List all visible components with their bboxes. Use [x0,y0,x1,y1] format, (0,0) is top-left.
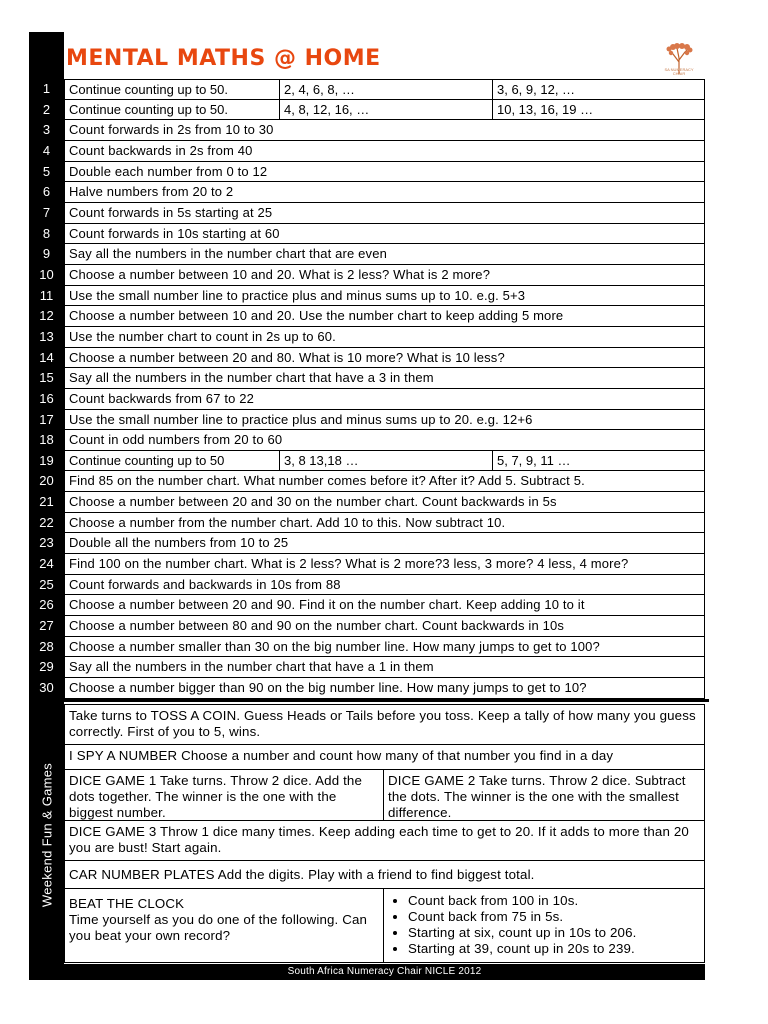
task-row [29,451,705,472]
task-row [29,306,705,327]
task-number: 11 [39,287,54,303]
task-number: 19 [39,452,54,468]
task-row [29,471,705,492]
task-text: Double each number from 0 to 12 [64,162,705,183]
task-cell-2: 3, 8 13,18 … [279,451,492,472]
task-row [29,100,705,121]
task-cell-2: 4, 8, 12, 16, … [279,100,492,121]
task-list [29,79,705,699]
task-cell-1: Continue counting up to 50. [64,100,279,121]
task-text: Choose a number between 20 and 80. What is 10 more? What is 10 less? [64,348,705,369]
task-text: Use the small number line to practice plus and minus sums up to 20. e.g. 12+6 [64,410,705,431]
task-number: 30 [39,680,54,696]
task-row [29,203,705,224]
task-number: 12 [39,308,54,324]
task-text: Count backwards from 67 to 22 [64,389,705,410]
task-number: 5 [42,163,51,179]
weekend-label-text: Weekend Fun & Games [39,762,54,908]
task-text: Count backwards in 2s from 40 [64,141,705,162]
task-text: Choose a number between 10 and 20. What is 2 less? What is 2 more? [64,265,705,286]
beat-clock-text: Time yourself as you do one of the following. Can you beat your own record? [69,912,368,943]
task-text: Find 85 on the number chart. What number comes before it? After it? Add 5. Subtract 5. [64,471,705,492]
task-number: 14 [39,349,54,365]
task-number: 3 [42,122,51,138]
task-number: 7 [42,204,51,220]
task-text: Choose a number between 20 and 90. Find it on the number chart. Keep adding 10 to it [64,595,705,616]
task-number: 26 [39,597,54,613]
weekend-label [29,704,64,966]
task-number: 17 [39,411,54,427]
task-row [29,224,705,245]
task-number: 18 [39,432,54,448]
task-row [29,182,705,203]
toss-coin-game: Take turns to TOSS A COIN. Guess Heads or Tails before you toss. Keep a tally of how many you guess correctly. First of you to 5, wins. [64,704,705,745]
task-row [29,513,705,534]
task-text: Choose a number between 80 and 90 on the number chart. Count backwards in 10s [64,616,705,637]
task-row [29,244,705,265]
task-row [29,79,705,100]
task-number: 4 [42,142,51,158]
task-number: 27 [39,618,54,634]
task-text: Halve numbers from 20 to 2 [64,182,705,203]
task-text: Find 100 on the number chart. What is 2 less? What is 2 more?3 less, 3 more? 4 less, 4 more? [64,554,705,575]
i-spy-game: I SPY A NUMBER Choose a number and count how many of that number you find in a day [64,745,705,770]
task-row [29,120,705,141]
dice-game-3: DICE GAME 3 Throw 1 dice many times. Keep adding each time to get to 20. If it adds to more than 20 you are bust! Start again. [64,821,705,861]
page-title: MENTAL MATHS @ HOME [66,46,381,71]
task-number: 9 [42,246,51,262]
task-row [29,554,705,575]
task-text: Use the number chart to count in 2s up to 60. [64,327,705,348]
task-row [29,410,705,431]
task-number: 16 [39,390,54,406]
task-number: 21 [39,494,54,510]
dice-game-1: DICE GAME 1 Take turns. Throw 2 dice. Add the dots together. The winner is the one with the biggest number. [64,770,383,821]
task-number: 8 [42,225,51,241]
task-row [29,327,705,348]
task-number: 1 [42,81,51,96]
task-row [29,616,705,637]
task-text: Choose a number bigger than 90 on the big number line. How many jumps to get to 10? [64,678,705,699]
task-row [29,141,705,162]
task-text: Count in odd numbers from 20 to 60 [64,430,705,451]
worksheet [29,32,705,980]
task-row [29,389,705,410]
task-row [29,492,705,513]
task-row [29,595,705,616]
beat-clock-item: • Starting at six, count up in 10s to 206. [408,925,700,941]
task-row [29,678,705,699]
task-text: Choose a number between 10 and 20. Use the number chart to keep adding 5 more [64,306,705,327]
task-number: 24 [39,556,54,572]
logo-caption: SA NUMERACY CHAIR [664,67,694,76]
task-row [29,533,705,554]
task-number: 10 [39,266,54,282]
task-text: Say all the numbers in the number chart that are even [64,244,705,265]
task-number: 25 [39,576,54,592]
task-text: Count forwards in 5s starting at 25 [64,203,705,224]
task-number: 13 [39,328,54,344]
beat-clock-title: BEAT THE CLOCK [69,896,185,911]
task-number: 23 [39,535,54,551]
task-text: Count forwards in 10s starting at 60 [64,224,705,245]
beat-clock-list [388,893,700,957]
task-row [29,575,705,596]
task-cell-1: Continue counting up to 50 [64,451,279,472]
task-text: Count forwards and backwards in 10s from 88 [64,575,705,596]
task-cell-3: 10, 13, 16, 19 … [492,100,705,121]
task-number: 15 [39,370,54,386]
task-text: Say all the numbers in the number chart that have a 1 in them [64,657,705,678]
task-text: Use the small number line to practice plus and minus sums up to 10. e.g. 5+3 [64,286,705,307]
task-text: Count forwards in 2s from 10 to 30 [64,120,705,141]
task-cell-3: 5, 7, 9, 11 … [492,451,705,472]
task-row [29,368,705,389]
beat-clock-item: • Starting at 39, count up in 20s to 239. [408,941,700,957]
task-cell-1: Continue counting up to 50. [64,79,279,100]
task-cell-3: 3, 6, 9, 12, … [492,79,705,100]
task-text: Choose a number smaller than 30 on the big number line. How many jumps to get to 100? [64,637,705,658]
task-number: 29 [39,659,54,675]
task-number: 6 [42,184,51,200]
beat-clock-item: • Count back from 100 in 10s. [408,893,700,909]
footer-credit: South Africa Numeracy Chair NICLE 2012 [64,964,705,980]
beat-clock-item: • Count back from 75 in 5s. [408,909,700,925]
task-row [29,162,705,183]
task-number: 28 [39,638,54,654]
task-text: Choose a number between 20 and 30 on the number chart. Count backwards in 5s [64,492,705,513]
task-row [29,265,705,286]
task-number: 20 [39,473,54,489]
task-number: 2 [42,101,51,117]
beat-clock-list-cell [383,889,705,963]
task-row [29,430,705,451]
task-number: 22 [39,514,54,530]
task-row [29,348,705,369]
section-divider [64,699,709,702]
task-row [29,657,705,678]
dice-game-2: DICE GAME 2 Take turns. Throw 2 dice. Subtract the dots. The winner is the one with the smallest difference. [383,770,705,821]
task-text: Choose a number from the number chart. Add 10 to this. Now subtract 10. [64,513,705,534]
beat-the-clock [64,889,383,963]
task-row [29,637,705,658]
task-row [29,286,705,307]
task-text: Say all the numbers in the number chart that have a 3 in them [64,368,705,389]
car-plates-game: CAR NUMBER PLATES Add the digits. Play with a friend to find biggest total. [64,861,705,889]
task-text: Double all the numbers from 10 to 25 [64,533,705,554]
task-cell-2: 2, 4, 6, 8, … [279,79,492,100]
